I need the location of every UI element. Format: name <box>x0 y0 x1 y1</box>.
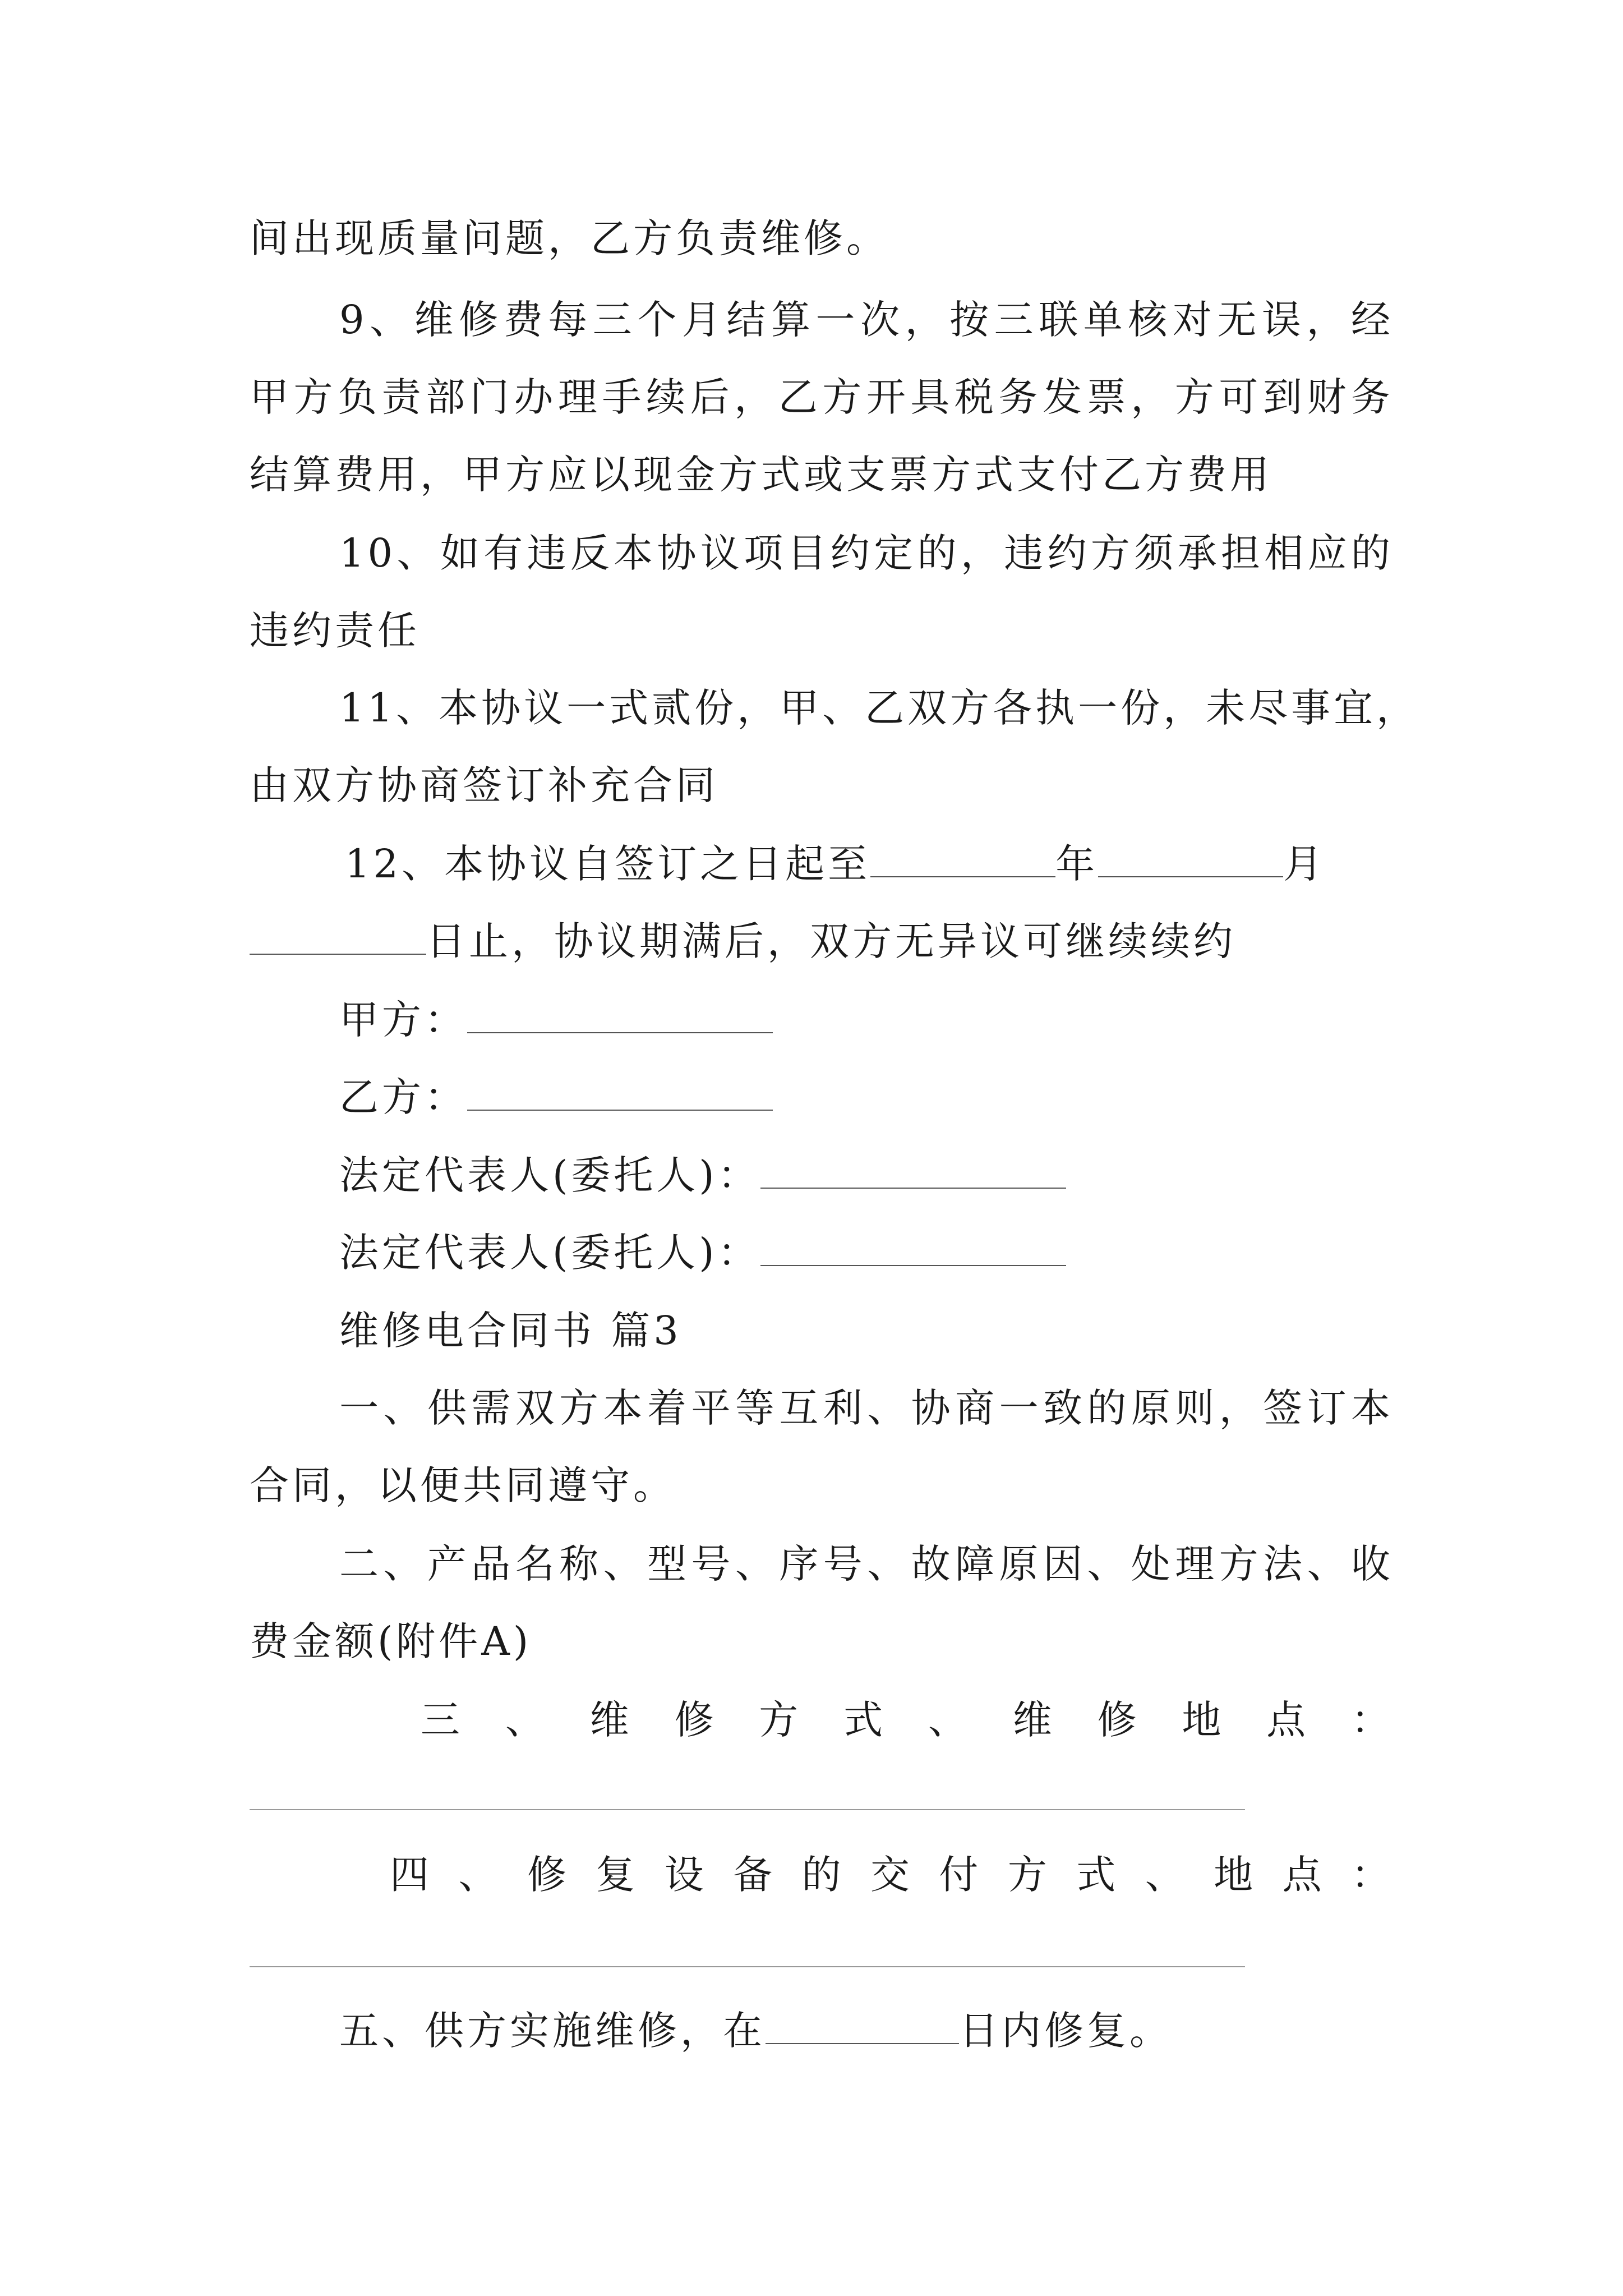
month-label: 月 <box>1283 841 1326 887</box>
representative-1-line <box>339 1147 1394 1203</box>
clause-11-line-2: 由双方协商签订补充合同 <box>250 762 718 808</box>
section-2-line-1: 二、产品名称、型号、序号、故障原因、处理方法、收 <box>339 1541 1394 1587</box>
clause-12-line-1 <box>345 836 1394 892</box>
clause-11-line-1: 11、本协议一式贰份，甲、乙双方各执一份，未尽事宜， <box>339 685 1419 731</box>
section-3-line: 三、维修方式、维修地点： <box>421 1697 1394 1743</box>
section-5-text: 五、供方实施维修，在 <box>339 2008 766 2054</box>
section-2-line-2: 费金额(附件A) <box>250 1618 532 1664</box>
section-3-fill-line <box>250 1809 1245 1810</box>
party-a-blank <box>467 999 773 1033</box>
section-4-fill-line <box>250 1966 1245 1967</box>
section-5-end-text: 日内修复。 <box>959 2008 1172 2054</box>
clause-10-line-2: 违约责任 <box>250 608 420 654</box>
clause-9-line-3: 结算费用，甲方应以现金方式或支票方式支付乙方费用 <box>250 452 1272 498</box>
year-blank <box>870 843 1055 877</box>
clause-12-line-2 <box>250 913 1394 969</box>
clause-9-line-2: 甲方负责部门办理手续后，乙方开具税务发票，方可到财务 <box>250 374 1394 420</box>
days-blank <box>766 2009 959 2044</box>
month-blank <box>1098 843 1283 877</box>
year-label: 年 <box>1055 841 1099 887</box>
paragraph-line: 间出现质量问题，乙方负责维修。 <box>250 215 889 261</box>
party-a-label: 甲方： <box>339 997 467 1043</box>
party-a-line <box>339 992 1394 1048</box>
party-b-line <box>339 1069 1394 1125</box>
party-b-label: 乙方： <box>339 1074 467 1120</box>
section-heading: 维修电合同书 篇3 <box>339 1308 682 1354</box>
section-4-line: 四、修复设备的交付方式、地点： <box>390 1852 1394 1898</box>
clause-12-text: 12、本协议自签订之日起至 <box>345 841 871 887</box>
representative-2-line <box>339 1225 1394 1281</box>
clause-12-end-text: 日止，协议期满后，双方无异议可继续续约 <box>426 918 1236 964</box>
clause-10-line-1: 10、如有违反本协议项目约定的，违约方须承担相应的 <box>339 530 1394 576</box>
representative-2-blank <box>760 1231 1066 1266</box>
clause-9-line-1: 9、维修费每三个月结算一次，按三联单核对无误，经 <box>339 297 1394 343</box>
section-1-line-2: 合同，以便共同遵守。 <box>250 1462 676 1508</box>
party-b-blank <box>467 1076 773 1111</box>
day-blank <box>250 920 426 955</box>
representative-2-label: 法定代表人(委托人)： <box>339 1230 760 1276</box>
representative-1-label: 法定代表人(委托人)： <box>339 1152 760 1198</box>
representative-1-blank <box>760 1154 1066 1189</box>
section-1-line-1: 一、供需双方本着平等互利、协商一致的原则，签订本 <box>339 1385 1394 1431</box>
section-5-line <box>339 2003 1394 2059</box>
